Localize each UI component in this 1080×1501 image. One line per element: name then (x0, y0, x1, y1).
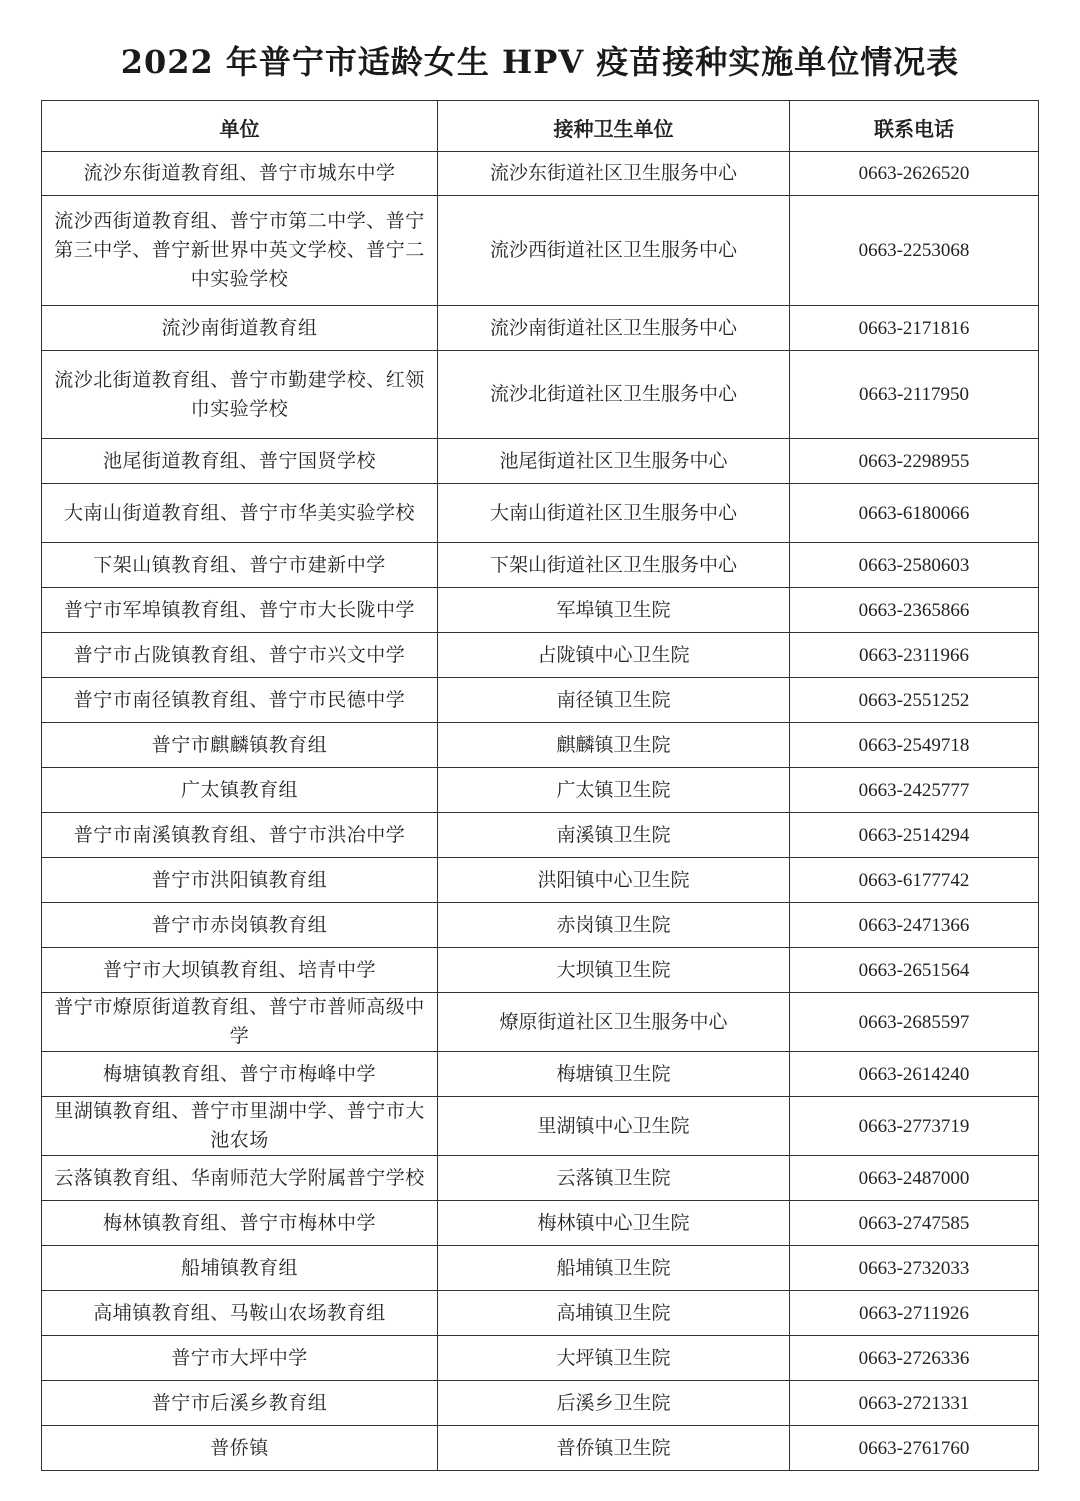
table-row (42, 678, 1039, 723)
table-row (42, 1201, 1039, 1246)
cell-clinic: 广太镇卫生院 (438, 768, 790, 813)
cell-phone: 0663-2365866 (790, 588, 1039, 633)
cell-unit: 船埔镇教育组 (42, 1246, 438, 1291)
table-row (42, 484, 1039, 543)
cell-clinic: 大坝镇卫生院 (438, 948, 790, 993)
column-header-phone: 联系电话 (790, 101, 1039, 152)
cell-phone: 0663-6180066 (790, 484, 1039, 543)
cell-clinic: 占陇镇中心卫生院 (438, 633, 790, 678)
cell-phone: 0663-2171816 (790, 306, 1039, 351)
cell-phone: 0663-2747585 (790, 1201, 1039, 1246)
cell-unit: 大南山街道教育组、普宁市华美实验学校 (42, 484, 438, 543)
cell-clinic: 梅塘镇卫生院 (438, 1052, 790, 1097)
cell-unit: 梅塘镇教育组、普宁市梅峰中学 (42, 1052, 438, 1097)
cell-unit: 普宁市军埠镇教育组、普宁市大长陇中学 (42, 588, 438, 633)
cell-clinic: 里湖镇中心卫生院 (438, 1097, 790, 1156)
table-row (42, 152, 1039, 196)
cell-clinic: 大南山街道社区卫生服务中心 (438, 484, 790, 543)
cell-unit: 普宁市大坝镇教育组、培青中学 (42, 948, 438, 993)
table-row (42, 1426, 1039, 1471)
cell-unit: 池尾街道教育组、普宁国贤学校 (42, 439, 438, 484)
table-row (42, 1381, 1039, 1426)
table-row (42, 351, 1039, 439)
table-row (42, 1097, 1039, 1156)
cell-phone: 0663-2732033 (790, 1246, 1039, 1291)
cell-unit: 普宁市大坪中学 (42, 1336, 438, 1381)
cell-unit: 普宁市赤岗镇教育组 (42, 903, 438, 948)
cell-clinic: 后溪乡卫生院 (438, 1381, 790, 1426)
table-row (42, 1336, 1039, 1381)
cell-clinic: 高埔镇卫生院 (438, 1291, 790, 1336)
table-row (42, 633, 1039, 678)
table-row (42, 1291, 1039, 1336)
column-header-unit: 单位 (42, 101, 438, 152)
cell-clinic: 普侨镇卫生院 (438, 1426, 790, 1471)
cell-unit: 普宁市南溪镇教育组、普宁市洪冶中学 (42, 813, 438, 858)
cell-phone: 0663-2626520 (790, 152, 1039, 196)
cell-clinic: 赤岗镇卫生院 (438, 903, 790, 948)
cell-clinic: 船埔镇卫生院 (438, 1246, 790, 1291)
cell-phone: 0663-2471366 (790, 903, 1039, 948)
cell-unit: 下架山镇教育组、普宁市建新中学 (42, 543, 438, 588)
cell-unit: 里湖镇教育组、普宁市里湖中学、普宁市大池农场 (42, 1097, 438, 1156)
table-header-row (42, 101, 1039, 152)
cell-unit: 梅林镇教育组、普宁市梅林中学 (42, 1201, 438, 1246)
cell-phone: 0663-6177742 (790, 858, 1039, 903)
vaccination-units-table (41, 100, 1039, 1471)
cell-phone: 0663-2711926 (790, 1291, 1039, 1336)
cell-clinic: 流沙西街道社区卫生服务中心 (438, 196, 790, 306)
table-row (42, 1246, 1039, 1291)
table-row (42, 1052, 1039, 1097)
cell-clinic: 流沙北街道社区卫生服务中心 (438, 351, 790, 439)
cell-clinic: 南径镇卫生院 (438, 678, 790, 723)
cell-unit: 普侨镇 (42, 1426, 438, 1471)
table-row (42, 196, 1039, 306)
column-header-clinic: 接种卫生单位 (438, 101, 790, 152)
cell-unit: 普宁市洪阳镇教育组 (42, 858, 438, 903)
cell-phone: 0663-2425777 (790, 768, 1039, 813)
cell-unit: 普宁市后溪乡教育组 (42, 1381, 438, 1426)
cell-unit: 流沙东街道教育组、普宁市城东中学 (42, 152, 438, 196)
table-row (42, 588, 1039, 633)
cell-unit: 广太镇教育组 (42, 768, 438, 813)
cell-clinic: 燎原街道社区卫生服务中心 (438, 993, 790, 1052)
cell-phone: 0663-2614240 (790, 1052, 1039, 1097)
cell-clinic: 云落镇卫生院 (438, 1156, 790, 1201)
cell-unit: 普宁市燎原街道教育组、普宁市普师高级中学 (42, 993, 438, 1052)
cell-clinic: 军埠镇卫生院 (438, 588, 790, 633)
cell-unit: 普宁市南径镇教育组、普宁市民德中学 (42, 678, 438, 723)
table-row (42, 948, 1039, 993)
table-row (42, 903, 1039, 948)
cell-clinic: 洪阳镇中心卫生院 (438, 858, 790, 903)
table-row (42, 723, 1039, 768)
table-row (42, 1156, 1039, 1201)
cell-phone: 0663-2117950 (790, 351, 1039, 439)
table-row (42, 768, 1039, 813)
cell-clinic: 池尾街道社区卫生服务中心 (438, 439, 790, 484)
cell-clinic: 流沙东街道社区卫生服务中心 (438, 152, 790, 196)
cell-unit: 云落镇教育组、华南师范大学附属普宁学校 (42, 1156, 438, 1201)
page-title: 2022 年普宁市适龄女生 HPV 疫苗接种实施单位情况表 (120, 43, 960, 81)
cell-phone: 0663-2487000 (790, 1156, 1039, 1201)
cell-phone: 0663-2549718 (790, 723, 1039, 768)
cell-unit: 普宁市麒麟镇教育组 (42, 723, 438, 768)
cell-clinic: 流沙南街道社区卫生服务中心 (438, 306, 790, 351)
table-row (42, 858, 1039, 903)
table-row (42, 993, 1039, 1052)
cell-clinic: 麒麟镇卫生院 (438, 723, 790, 768)
cell-clinic: 大坪镇卫生院 (438, 1336, 790, 1381)
cell-unit: 高埔镇教育组、马鞍山农场教育组 (42, 1291, 438, 1336)
cell-phone: 0663-2685597 (790, 993, 1039, 1052)
cell-phone: 0663-2761760 (790, 1426, 1039, 1471)
cell-clinic: 下架山街道社区卫生服务中心 (438, 543, 790, 588)
cell-phone: 0663-2311966 (790, 633, 1039, 678)
cell-clinic: 南溪镇卫生院 (438, 813, 790, 858)
table-row (42, 439, 1039, 484)
cell-phone: 0663-2651564 (790, 948, 1039, 993)
table-row (42, 813, 1039, 858)
cell-phone: 0663-2726336 (790, 1336, 1039, 1381)
cell-unit: 流沙西街道教育组、普宁市第二中学、普宁第三中学、普宁新世界中英文学校、普宁二中实验学校 (42, 196, 438, 306)
cell-phone: 0663-2721331 (790, 1381, 1039, 1426)
cell-phone: 0663-2580603 (790, 543, 1039, 588)
cell-phone: 0663-2253068 (790, 196, 1039, 306)
cell-phone: 0663-2551252 (790, 678, 1039, 723)
cell-unit: 流沙北街道教育组、普宁市勤建学校、红领巾实验学校 (42, 351, 438, 439)
table-row (42, 543, 1039, 588)
cell-phone: 0663-2298955 (790, 439, 1039, 484)
cell-unit: 普宁市占陇镇教育组、普宁市兴文中学 (42, 633, 438, 678)
table-row (42, 306, 1039, 351)
cell-phone: 0663-2773719 (790, 1097, 1039, 1156)
cell-unit: 流沙南街道教育组 (42, 306, 438, 351)
cell-phone: 0663-2514294 (790, 813, 1039, 858)
cell-clinic: 梅林镇中心卫生院 (438, 1201, 790, 1246)
